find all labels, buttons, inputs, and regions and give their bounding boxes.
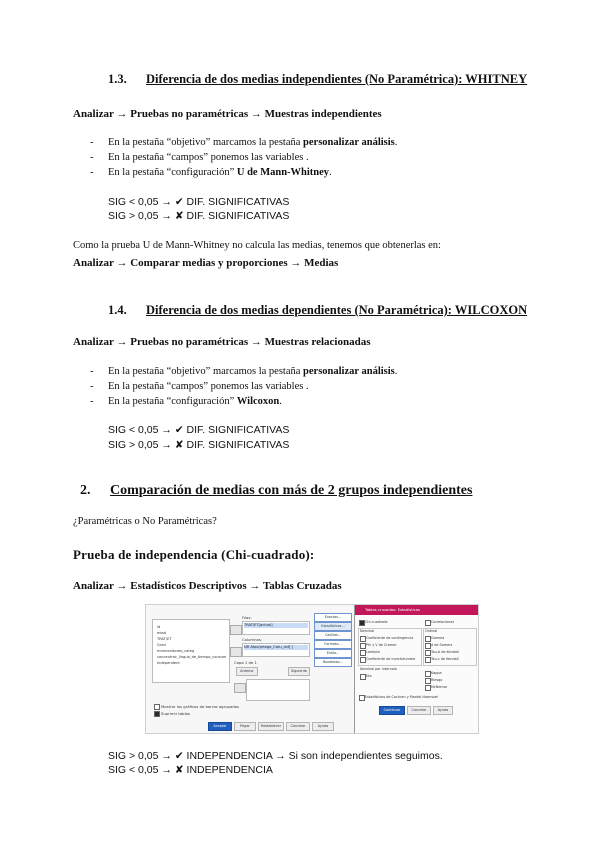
list-item: - En la pestaña “campos” ponemos las variables . xyxy=(90,152,309,163)
list-item: - En la pestaña “objetivo” marcamos la pestaña personalizar análisis. xyxy=(90,366,398,377)
question-text: ¿Paramétricas o No Paramétricas? xyxy=(73,516,217,527)
nominal-interval-label: Nominal por intervalo xyxy=(360,667,397,671)
list-item: edad xyxy=(157,631,166,635)
menu-path: Analizar → Estadísticos Descriptivos → Tablas Cruzadas xyxy=(73,580,342,592)
uncertainty-label: Coeficiente de incertidumbre xyxy=(366,657,416,661)
correlations-label: Correlaciones xyxy=(431,620,455,624)
rows-value: TRAT/ET[actual] xyxy=(244,623,308,628)
mcnemar-label: McNemar xyxy=(431,685,448,689)
layer-next-button: Siguiente xyxy=(288,667,310,676)
style-button: Estilo... xyxy=(314,649,352,658)
cancel-button: Cancelar xyxy=(286,722,310,731)
menu-path: Analizar → Pruebas no paramétricas → Muestras relacionadas xyxy=(73,336,371,348)
dialog-help-button: Ayuda xyxy=(433,706,453,715)
paste-button: Pegar xyxy=(234,722,256,731)
statistics-button: Estadísticos... xyxy=(314,622,352,631)
clustered-bars-label: Mostrar los gráficos de barras agrupadas xyxy=(161,704,239,709)
section-title: Diferencia de dos medias dependientes (No Paramétrica): WILCOXON xyxy=(146,303,528,317)
tauc-label: Tau-c de Kendall xyxy=(431,657,459,661)
move-to-layer-button xyxy=(234,683,246,693)
nominal-label: Nominal xyxy=(360,629,375,633)
chi-square-label: Chi-cuadrado xyxy=(365,620,388,624)
sig-line: SIG > 0,05 → ✘ DIF. SIGNIFICATIVAS xyxy=(108,439,290,451)
crosstabs-main-dialog xyxy=(146,605,361,733)
variable-list xyxy=(152,619,230,683)
list-item: Independent xyxy=(157,661,180,665)
ok-button: Aceptar xyxy=(208,722,232,731)
subheading: Prueba de independencia (Chi-cuadrado): xyxy=(73,547,315,562)
cells-button: Casillas... xyxy=(314,631,352,640)
menu-path: Analizar → Comparar medias y proporciones → Medias xyxy=(73,257,339,269)
columns-value: NR Afpo/prtega_Catu_dvf[ ] xyxy=(244,645,308,650)
suppress-tables-checkbox xyxy=(154,711,160,717)
continue-button: Continuar xyxy=(379,706,405,715)
list-item: TRAT/ET xyxy=(157,637,172,641)
kappa-label: Kappa xyxy=(431,671,442,675)
statistics-dialog xyxy=(354,605,479,733)
dialog-titlebar xyxy=(355,605,479,615)
section-title: Diferencia de dos medias independientes (No Paramétrica): WHITNEY xyxy=(146,72,528,86)
list-item: - En la pestaña “configuración” U de Mann-Whitney. xyxy=(90,167,332,178)
section-1-4-heading xyxy=(108,303,527,318)
bootstrap-button: Bootstrap... xyxy=(314,658,352,667)
help-button: Ayuda xyxy=(312,722,334,731)
clustered-bars-checkbox xyxy=(154,704,160,710)
list-item: concentrac_lingua_de_tiempo_consum xyxy=(157,655,227,659)
list-item: mmmonitoreo_categ xyxy=(157,649,195,653)
contingency-label: Coeficiente de contingencia xyxy=(366,636,414,640)
sig-line: SIG < 0,05 → ✘ INDEPENDENCIA xyxy=(108,764,273,776)
exact-button: Exactas... xyxy=(314,613,352,622)
list-item: id xyxy=(157,625,161,629)
phi-label: Phi y V de Cramer xyxy=(366,643,397,647)
reset-button: Restablecer xyxy=(258,722,284,731)
menu-path: Analizar → Pruebas no paramétricas → Muestras independientes xyxy=(73,108,382,120)
sig-line: SIG > 0,05 → ✔ INDEPENDENCIA → Si son independientes seguimos. xyxy=(108,750,443,762)
dialog-title: Tablas cruzadas: Estadísticos xyxy=(365,607,421,612)
list-item: Grad xyxy=(157,643,166,647)
layer-box xyxy=(246,679,310,701)
layer-prev-button: Anterior xyxy=(236,667,258,676)
section-number: 2. xyxy=(80,483,91,498)
ordinal-label: Ordinal xyxy=(425,629,438,633)
dialog-cancel-button: Cancelar xyxy=(407,706,431,715)
taub-label: Tau-b de Kendall xyxy=(431,650,459,654)
format-button: Formato... xyxy=(314,640,352,649)
move-to-columns-button xyxy=(230,647,242,657)
columns-label: Columnas: xyxy=(242,637,263,642)
somers-label: d de Somers xyxy=(431,643,453,647)
note-text: Como la prueba U de Mann-Whitney no calcula las medias, tenemos que obtenerlas en: xyxy=(73,240,441,251)
section-title: Comparación de medias con más de 2 grupos independientes xyxy=(110,483,473,498)
sig-line: SIG < 0,05 → ✔ DIF. SIGNIFICATIVAS xyxy=(108,196,290,208)
section-2-heading xyxy=(80,483,472,499)
eta-label: Eta xyxy=(366,674,372,678)
section-number: 1.4. xyxy=(108,303,127,317)
section-number: 1.3. xyxy=(108,72,127,86)
list-item: - En la pestaña “campos” ponemos las variables . xyxy=(90,381,309,392)
rows-label: Filas: xyxy=(242,615,252,620)
rows-box xyxy=(242,621,310,635)
cmh-label: Estadísticos de Cochran y Mantel-Haenszel xyxy=(365,695,438,699)
spss-screenshot xyxy=(145,604,479,734)
sig-line: SIG > 0,05 → ✘ DIF. SIGNIFICATIVAS xyxy=(108,210,290,222)
gamma-label: Gamma xyxy=(431,636,445,640)
section-1-3-heading xyxy=(108,72,527,87)
lambda-label: Lambda xyxy=(366,650,380,654)
sig-line: SIG < 0,05 → ✔ DIF. SIGNIFICATIVAS xyxy=(108,424,290,436)
move-to-rows-button xyxy=(230,625,242,635)
list-item: - En la pestaña “objetivo” marcamos la pestaña personalizar análisis. xyxy=(90,137,398,148)
columns-box xyxy=(242,643,310,657)
suppress-tables-label: Suprimir tablas xyxy=(161,711,190,716)
layer-label: Capa 1 de 1 xyxy=(234,660,257,665)
risk-label: Riesgo xyxy=(431,678,443,682)
list-item: - En la pestaña “configuración” Wilcoxon. xyxy=(90,396,282,407)
